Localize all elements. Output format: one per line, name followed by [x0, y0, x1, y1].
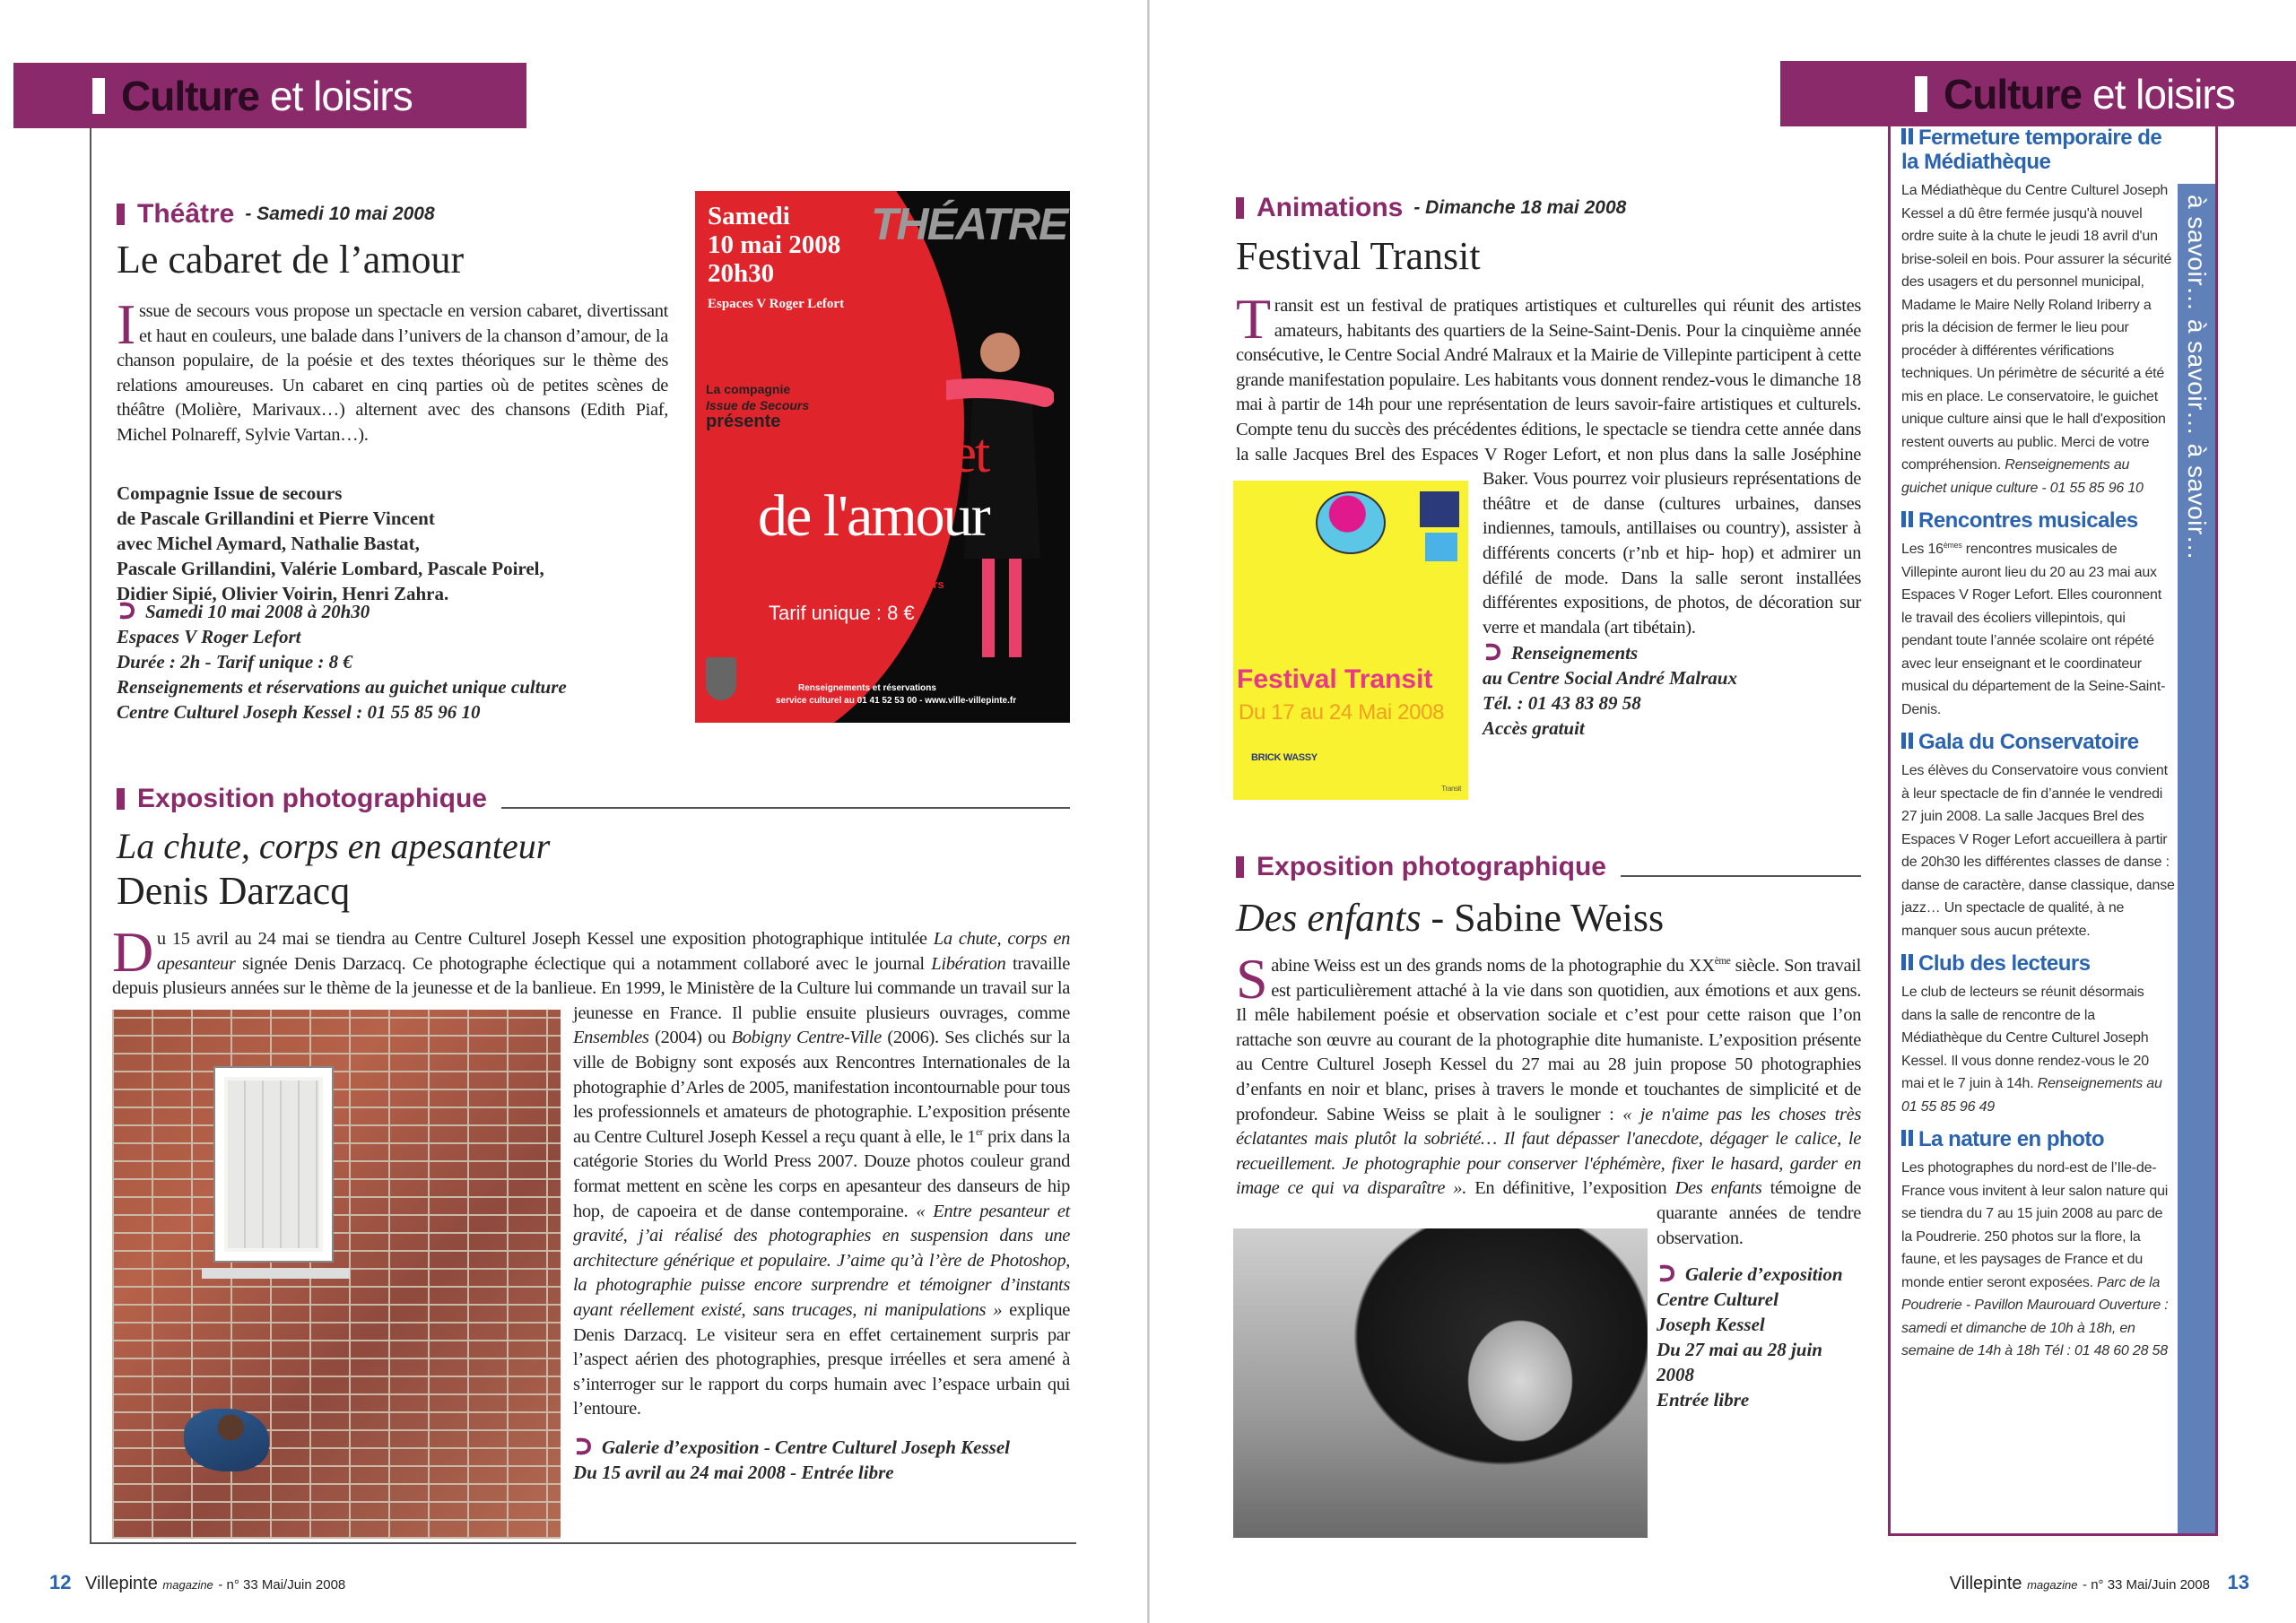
poster-date-line: 20h30 [708, 259, 775, 288]
header-bold: Culture [1944, 70, 2082, 117]
sidebar-item-title: Club des lecteurs [1918, 951, 2091, 976]
expo-heading-left [117, 784, 1070, 814]
text-segment: explique Denis Darzacq. Le visiteur sera en effet certainement surpris par l’aspect aérien des photographies, presque irréelles et sera amené à s’interroger sur le rapport du corps humain avec l’espace urbain qui l’entoure. [573, 1299, 1070, 1419]
federation-logo-icon [1420, 491, 1459, 527]
sidebar-item-title: Gala du Conservatoire [1918, 730, 2139, 754]
heading-rule [501, 807, 1070, 809]
header-rest: et loisirs [2092, 70, 2235, 117]
page-border-bottom-left [90, 1542, 1076, 1544]
poster-contact-line: Renseignements et réservations [798, 683, 936, 693]
info-line: Galerie d’exposition [1685, 1263, 1843, 1286]
article-title [1236, 897, 1664, 940]
drop-cap: S [1236, 947, 1268, 1011]
arrow-icon [117, 602, 138, 620]
section-date: - Dimanche 18 mai 2008 [1413, 197, 1627, 218]
info-line: au Centre Social André Malraux [1483, 667, 1737, 690]
double-bar-icon-part [1909, 954, 1913, 970]
credit-line: Pascale Grillandini, Valérie Lombard, Pascale Poirel, [117, 558, 544, 579]
text-segment: (2006). Ses clichés sur la ville de Bobigny sont exposés aux Rencontres Internationales de la photographie d’Arles de 2005, manifestation incontournable pour tous les professionnels et amateurs de photographie. L’exposition présente au Centre Culturel Joseph Kessel a reçu quant à elle, le 1 [573, 1028, 1070, 1147]
sidebar-item-title: Rencontres musicales [1918, 508, 2138, 533]
info-line: Tél. : 01 43 83 89 58 [1483, 692, 1641, 715]
info-line: Samedi 10 mai 2008 à 20h30 [145, 601, 370, 622]
credit-line: de Pascale Grillandini et Pierre Vincent [117, 508, 435, 529]
sidebar-item-title: La nature en photo [1918, 1127, 2104, 1151]
poster-date [708, 202, 840, 288]
sidebar-item [1901, 508, 2175, 721]
poster-guest: BRICK WASSY [1251, 752, 1318, 763]
article-author: - Sabine Weiss [1431, 896, 1665, 940]
section-name: Animations [1257, 193, 1404, 222]
text-segment: er [976, 1126, 984, 1138]
photo-smiling-child [1233, 1228, 1648, 1538]
poster-date-line: 10 mai 2008 [708, 230, 841, 259]
double-bar-icon-part [1909, 128, 1913, 144]
article-text [1236, 947, 1862, 1248]
page-number: 12 [49, 1571, 72, 1593]
photo-window-sill [202, 1268, 350, 1279]
drop-cap: D [112, 920, 153, 984]
arrow-icon [1657, 1264, 1678, 1282]
sidebar-band [2178, 184, 2215, 1533]
poster-dates: Du 17 au 24 Mai 2008 [1239, 700, 1445, 725]
poster-venue: Espaces V Roger Lefort [708, 297, 845, 311]
event-info [117, 599, 691, 725]
theatre-poster [695, 191, 1070, 723]
info-line: Du 27 mai au 28 juin [1657, 1339, 1822, 1361]
poster-date-line: Samedi [708, 202, 790, 230]
poster-contact-line: service culturel au 01 41 52 53 00 - www.ville-villepinte.fr [776, 696, 1017, 706]
poster-price: Tarif unique : 8 € [769, 602, 915, 624]
text-segment: Les 16 [1901, 542, 1944, 557]
double-bar-icon [1901, 128, 1906, 144]
section-marker-icon [1236, 856, 1244, 878]
page-border-left [90, 128, 91, 1543]
section-name: Théâtre [137, 199, 235, 229]
text-segment: travaille depuis plusieurs années sur le thème de la jeunesse et de la banlieue. En 1999, le Ministère de la Culture lui commande un travail sur la jeunesse en France. Il publie ensuite plusieurs ouvrages, comme [112, 953, 1070, 1023]
text-segment: Renseignements au guichet unique culture - 01 55 85 96 10 [1901, 457, 2144, 496]
article-body [1236, 287, 1861, 800]
info-line: Entrée libre [1657, 1389, 1750, 1411]
text-segment: Parc de la Poudrerie - Pavillon Maurouard Ouverture : samedi et dimanche de 10h à 18h, en semaine de 14h à 18h Tél : 01 48 60 28 58 [1901, 1274, 2169, 1358]
sidebar-item-text [1901, 538, 2175, 721]
credit-line: Compagnie Issue de secours [117, 482, 343, 504]
section-header-left [13, 63, 526, 128]
poster-title-1: le cabaret [792, 423, 989, 484]
animations-heading [1236, 193, 1626, 223]
double-bar-icon [1901, 954, 1906, 970]
section-marker-icon [117, 204, 125, 225]
text-segment: Les élèves du Conservatoire vous convient à leur spectacle de fin d’année le vendredi 27 juin 2008. La salle Jacques Brel des Espaces V Roger Lefort accueillera à partir de 20h30 les différentes classes de danse : danse de caractère, danse classique, danse jazz… Un spectacle de qualité, à ne manquer sous aucun prétexte. [1901, 763, 2175, 939]
section-marker-icon [117, 788, 125, 810]
section-name: Exposition photographique [1257, 852, 1606, 881]
double-bar-icon [1901, 733, 1906, 749]
sidebar-item [1901, 951, 2175, 1118]
arrow-icon [573, 1437, 595, 1455]
text-segment: Renseignements au 01 55 85 96 49 [1901, 1076, 2162, 1115]
band-text: à savoir… à savoir… à savoir… [2183, 195, 2211, 561]
poster-heading: THÉATRE [871, 199, 1067, 249]
info-line: Centre Culturel [1657, 1289, 1779, 1311]
a-savoir-sidebar [1888, 126, 2218, 1536]
poster-globe [1316, 491, 1386, 554]
header-marker-icon [1915, 76, 1927, 112]
arrow-icon [1483, 643, 1504, 661]
text-segment: témoigne de quarante années de tendre observation. [1657, 1178, 1862, 1248]
poster-tagline [769, 561, 944, 592]
text-segment: prix dans la catégorie Stories du World Press 2007. Douze photos couleur grand format mettent en scène les corps en apesanteur des danseurs de hip hop, de capoeira et de danse contemporaine. [573, 1126, 1070, 1221]
text-segment: abine Weiss est un des grands noms de la photographie du XX [1271, 956, 1715, 976]
header-marker-icon [92, 78, 105, 114]
double-bar-icon [1901, 511, 1906, 527]
text-segment: Libération [931, 953, 1006, 974]
magazine-label: magazine [2027, 1578, 2078, 1592]
title-italic: Des enfants [1236, 896, 1422, 940]
poster-title: Festival Transit [1237, 664, 1433, 694]
sidebar-item [1901, 730, 2175, 942]
article-title: Festival Transit [1236, 234, 1481, 278]
info-line: Renseignements et réservations au guichet unique culture [117, 676, 567, 698]
text-segment: En définitive, l’exposition [1466, 1178, 1675, 1199]
magazine-label: magazine [162, 1578, 213, 1592]
text-segment: Des enfants [1674, 1178, 1762, 1199]
sidebar-item-title: Fermeture temporaire de la Médiathèque [1901, 126, 2162, 174]
credit-line: avec Michel Aymard, Nathalie Bastat, [117, 533, 420, 554]
partner-logo-icon [1425, 533, 1457, 561]
text-segment: ssue de secours vous propose un spectacle en version cabaret, divertissant et haut en couleurs, une balade dans l’univers de la chanson d’amour, de la chanson populaire, de la poésie et des textes théoriques sur le thème des relations amoureuses. Un cabaret en cinq parties où de petites scènes de théâtre (Molière, Marivaux…) alternent avec des chansons (Edith Piaf, Michel Polnareff, Sylvie Vartan…). [117, 301, 668, 445]
sidebar-item-text [1901, 179, 2175, 499]
double-bar-icon-part [1909, 511, 1913, 527]
article-body [112, 920, 1070, 1539]
page-number: 13 [2227, 1571, 2249, 1593]
info-line: Centre Culturel Joseph Kessel : 01 55 85 96 10 [117, 701, 481, 723]
issue-info: - n° 33 Mai/Juin 2008 [218, 1577, 346, 1593]
info-line: Durée : 2h - Tarif unique : 8 € [117, 651, 352, 673]
text-segment: rencontres musicales de Villepinte auront lieu du 20 au 23 mai aux Espaces V Roger Lefort. Elles couronnent le travail des écoliers villepintois, qui pendant toute l’année scolaire ont répété avec leur enseignant et le coordinateur musical du département de la Seine-Saint-Denis. [1901, 542, 2166, 717]
magazine-name: Villepinte [1949, 1574, 2022, 1593]
double-bar-icon-part [1909, 733, 1913, 749]
info-line: Joseph Kessel [1657, 1314, 1765, 1336]
expo-heading-right [1236, 852, 1861, 882]
photo-floating-dancer [112, 1010, 561, 1539]
article-text [117, 292, 668, 445]
sidebar-column [1901, 117, 2175, 1363]
article-body [117, 292, 668, 448]
magazine-name: Villepinte [85, 1574, 158, 1593]
info-line: 2008 [1657, 1364, 1694, 1386]
header-rest: et loisirs [270, 72, 413, 119]
text-segment: signée Denis Darzacq. Ce photographe éclectique qui a notamment collaboré avec le journal [235, 953, 932, 974]
section-marker-icon [1236, 197, 1244, 219]
info-line: Du 15 avril au 24 mai 2008 - Entrée libre [573, 1461, 894, 1483]
text-segment: « je n'aime pas les choses très éclatantes mais plutôt la sobriété… Il faut dépasser l'anecdote, dégager le calice, le recueillement. Je photographie pour conserver l'éphémère, fixer le hasard, garder en image ce qui va disparaître ». [1236, 1104, 1861, 1199]
photo-dancer [184, 1409, 269, 1471]
text-segment: Le club de lecteurs se réunit désormais dans la salle de rencontre de la Médiathèque du Centre Culturel Joseph Kessel. Il vous donne rendez-vous le 20 mai et le 7 juin à 14h. [1901, 985, 2149, 1091]
text-segment: La chute, corps en apesanteur [156, 929, 1070, 974]
text-segment: ransit est un festival de pratiques artistiques et culturelles qui réunit des artistes amateurs, habitants des quartiers de la Seine-Saint-Denis. Pour la cinquième année consécutive, le Centre Social André Malraux et la Mairie de Villepinte participent à cette grande manifestation populaire. Les habitants vous donnent rendez-vous le dimanche 18 mai à partir de 14h pour une représentation de leurs savoir-faire artistiques et culturels. Compte tenu du succès des précédentes éditions, le spectacle se tiendra cette année dans la salle Jacques Brel des Espaces V Roger Lefort, et non plus dans la salle Joséphine Baker. Vous pourrez voir plusieurs représentations de théâtre et de danse (cultures urbaines, danses indiennes, tamouls, antillaises ou country), assister à différents concerts (r’nb et hip- hop) et admirer un défilé de mode. Dans la salle seront installées différentes expositions, de photos, de décoration sur verre et mandala (art tibétain). [1236, 296, 1861, 638]
poster-title-2: de l'amour [758, 483, 989, 549]
issue-info: - n° 33 Mai/Juin 2008 [2083, 1577, 2210, 1593]
text-segment: Ensembles [573, 1028, 649, 1048]
section-date: - Samedi 10 mai 2008 [245, 204, 435, 224]
article-author: Denis Darzacq [117, 869, 351, 913]
info-line: Espaces V Roger Lefort [117, 626, 301, 647]
drop-cap: I [117, 292, 135, 356]
text-segment: « Entre pesanteur et gravité, j’ai réalisé des photographies en suspension dans une architecture générique et populaire. J’aime qu’à l’ère de Photoshop, la photographie puisse encore surprendre et témoigner d’instants ayant réellement existé, sans trucages, ni manipulations » [573, 1201, 1070, 1320]
drop-cap: T [1236, 287, 1271, 351]
poster-contact [776, 682, 1016, 707]
poster-company-line: présente [706, 412, 781, 431]
page-spine [1147, 0, 1150, 1623]
text-segment: siècle. Son travail est particulièrement attaché à la vie dans son quotidien, aux émotions et aux gens. Il mêle habilement poésie et observation sociale et c’est pour cette raison que l’on rattache son œuvre au courant de la photographie dite humaniste. L’exposition présente au Centre Culturel Joseph Kessel du 27 mai au 28 juin propose 50 photographies d’enfants en noir et blanc, prises à travers le monde et touchantes de simplicité et de profondeur. Sabine Weiss se plait à le souligner : [1236, 956, 1861, 1124]
footer-left [49, 1571, 345, 1594]
article-title [117, 827, 550, 866]
text-segment: (2004) ou [648, 1028, 732, 1048]
sidebar-item-text [1901, 759, 2175, 942]
poster-tagline-line: divertissant et haut en couleurs [769, 577, 944, 591]
poster-company-line: Issue de Secours [706, 398, 810, 412]
text-segment: ème [1714, 956, 1731, 968]
photo-window [215, 1068, 332, 1261]
credit-line: Didier Sipié, Olivier Voirin, Henri Zahra. [117, 583, 449, 604]
credits [117, 481, 691, 606]
poster-logo: Transit [1441, 785, 1461, 793]
info-line: Galerie d’exposition - Centre Culturel Joseph Kessel [602, 1436, 1011, 1458]
text-segment: u 15 avril au 24 mai se tiendra au Centre Culturel Joseph Kessel une exposition photographique intitulée [156, 929, 934, 949]
text-segment: Bobigny Centre-Ville [731, 1028, 882, 1048]
theatre-heading [117, 199, 435, 230]
article-title: Le cabaret de l’amour [117, 238, 465, 282]
text-segment: La Médiathèque du Centre Culturel Joseph Kessel a dû être fermée jusqu'à nouvel ordre suite à la chute le jeudi 18 avril d'un brise-soleil en bois. Pour assurer la sécurité des usagers et du personnel municipal, Madame le Maire Nelly Roland Iriberry a pris la décision de fermer le lieu pour procéder à différentes vérifications techniques. Un périmètre de sécurité a été mis en place. Le conservatoire, le guichet unique culture ainsi que le hall d'exposition restent ouverts au public. Merci de votre compréhension. [1901, 183, 2172, 473]
title-italic: La chute, corps en apesanteur [117, 826, 551, 866]
section-name: Exposition photographique [137, 784, 487, 813]
city-crest-icon [706, 657, 736, 700]
festival-poster [1233, 481, 1468, 800]
poster-company-line: La compagnie [706, 382, 791, 396]
heading-rule [1621, 875, 1861, 877]
sidebar-item-text [1901, 1157, 2175, 1363]
footer-right [1950, 1571, 2249, 1594]
double-bar-icon [1901, 1130, 1906, 1146]
sidebar-item [1901, 1127, 2175, 1363]
double-bar-icon-part [1909, 1130, 1913, 1146]
article-body [1236, 947, 1862, 1538]
text-segment: Les photographes du nord-est de l’Ile-de-France vous invitent à leur salon nature qui se tiendra du 7 au 15 juin 2008 au parc de la Poudrerie. 250 photos sur la flore, la faune, et les paysages de France et du monde entier seront exposées. [1901, 1160, 2169, 1290]
header-bold: Culture [121, 72, 259, 119]
poster-tagline-line: Spectacle en version cabaret, [769, 562, 933, 576]
info-line: Renseignements [1511, 642, 1639, 664]
info-line: Accès gratuit [1483, 717, 1585, 740]
sidebar-item [1901, 126, 2175, 499]
sidebar-item-text [1901, 981, 2175, 1118]
text-segment: èmes [1943, 540, 1962, 550]
